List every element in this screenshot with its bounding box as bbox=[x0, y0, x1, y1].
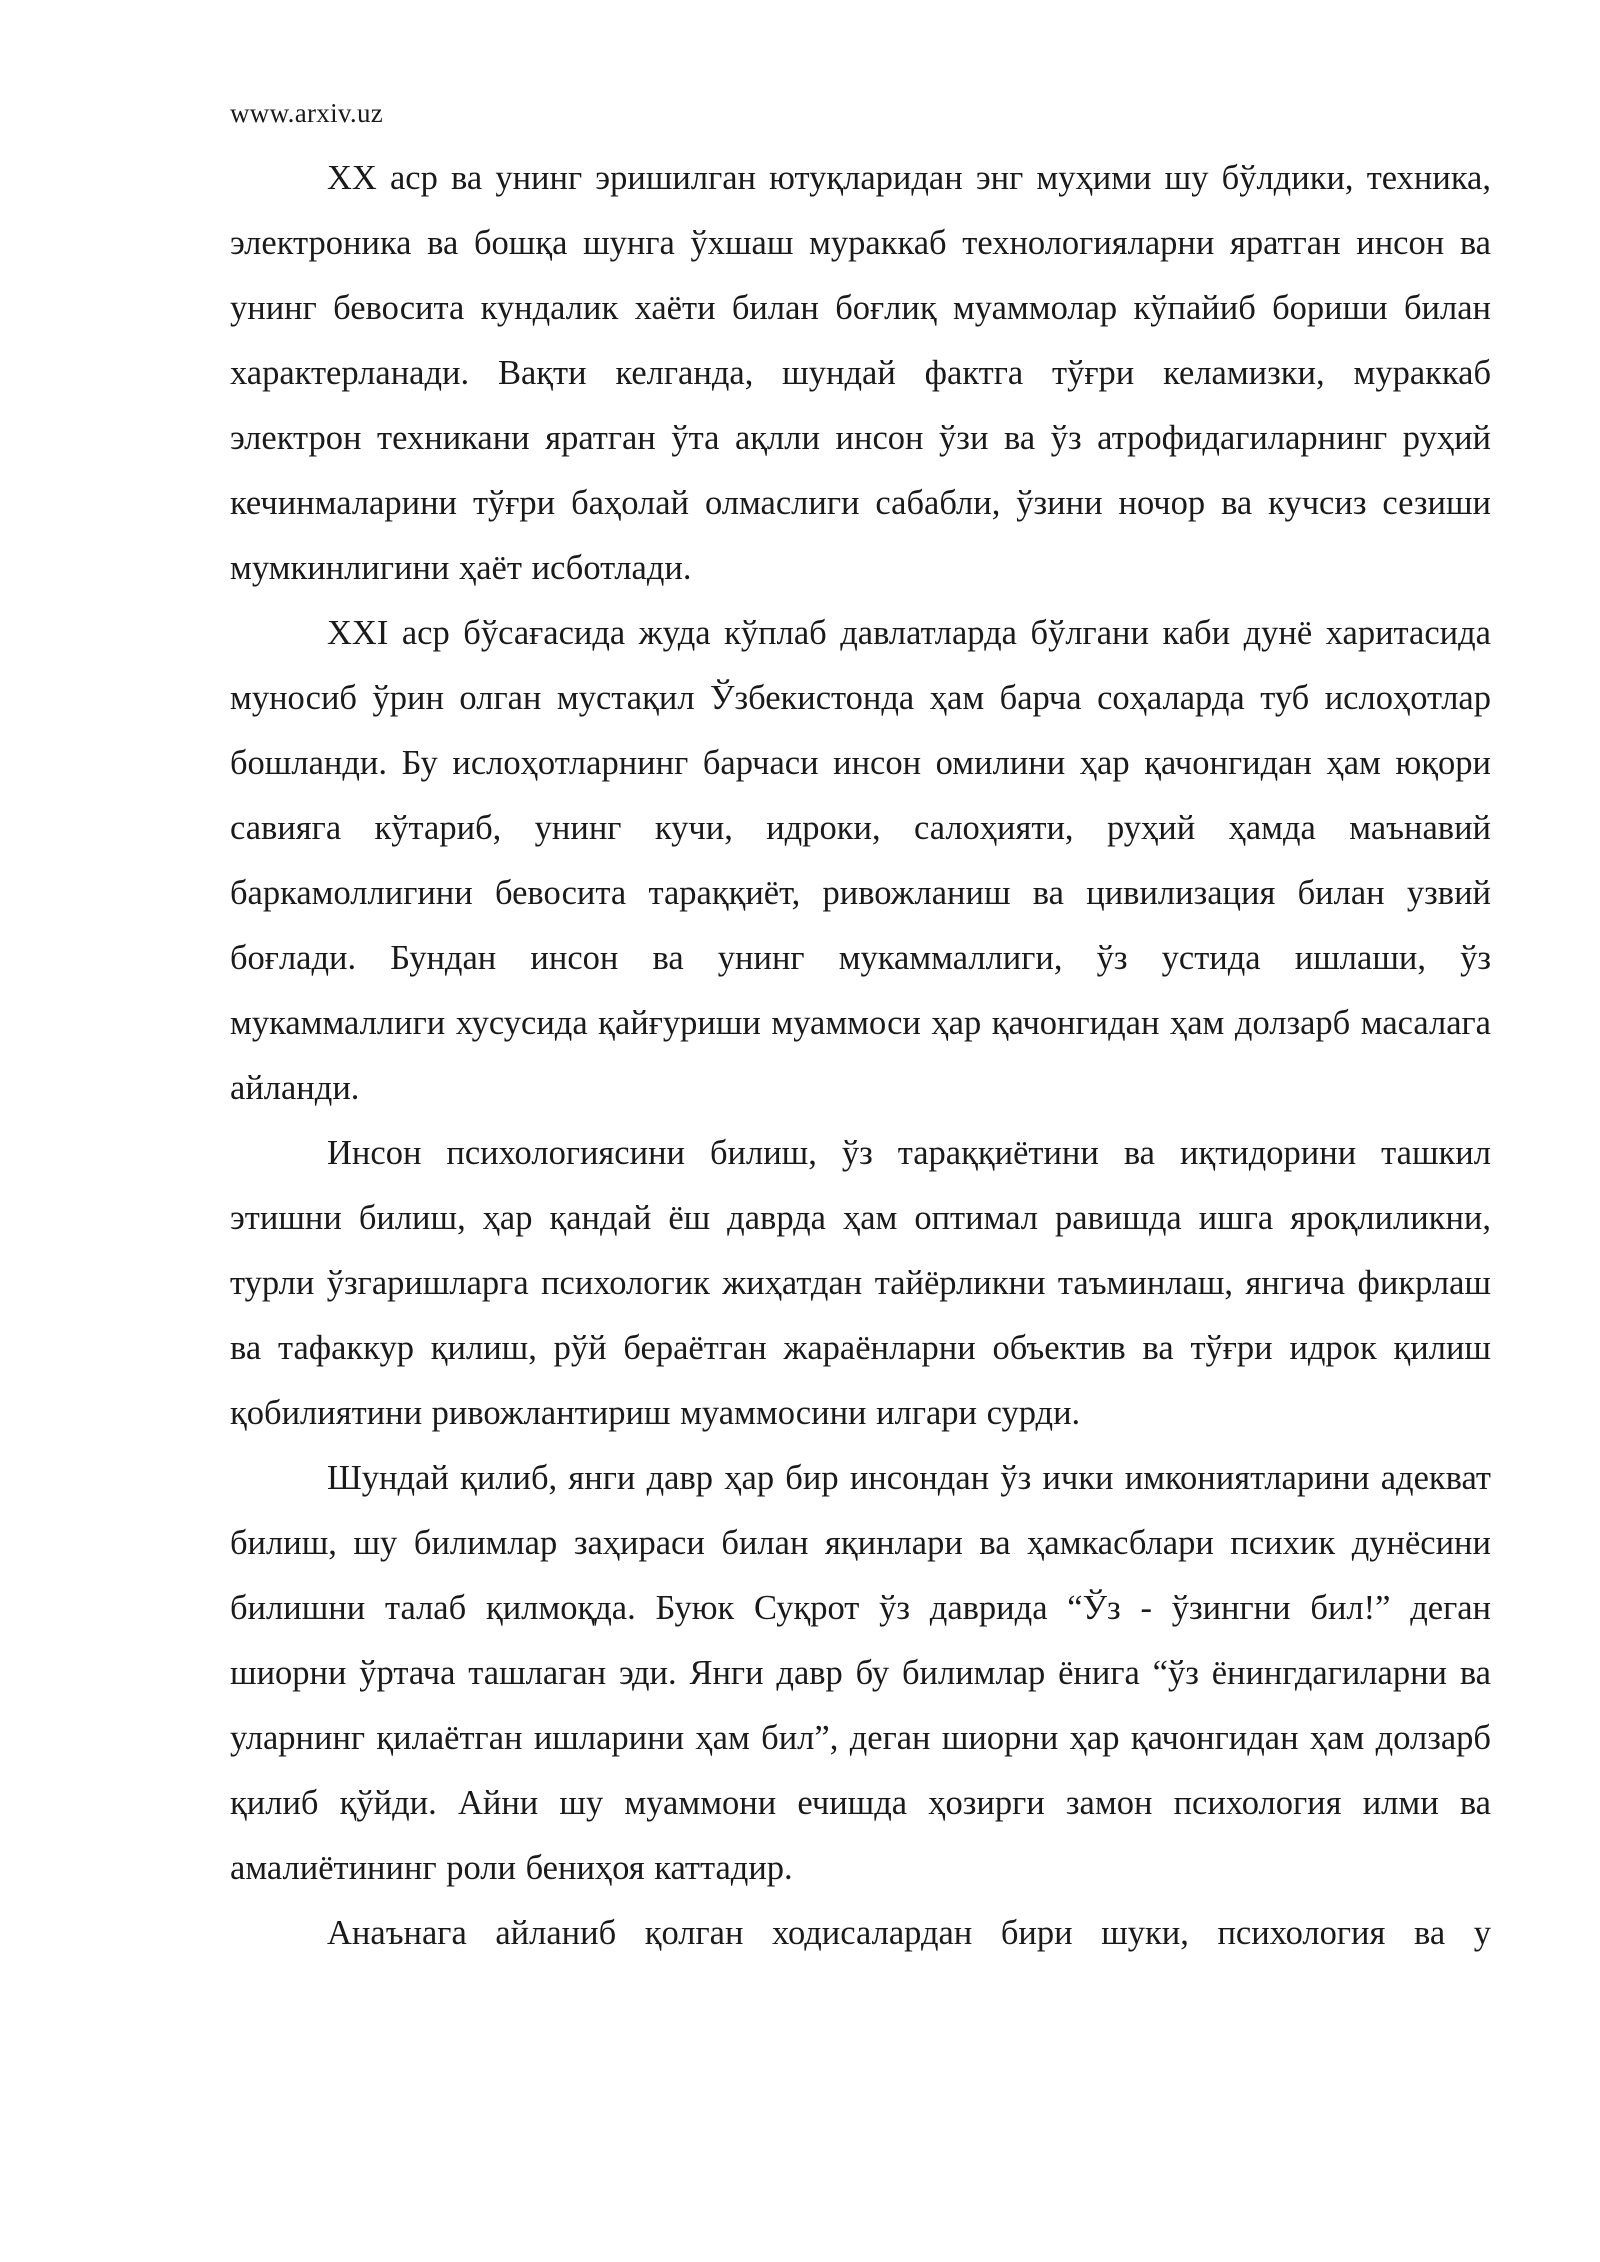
paragraph-3: Инсон психологиясини билиш, ўз тараққиётини ва иқтидорини ташкил этишни билиш, ҳар қандай ёш даврда ҳам оптимал равишда ишга яроқлиликни, турли ўзгаришларга психологик жиҳатдан тайёрликни таъминлаш, янгича фикрлаш ва тафаккур қилиш, рўй бераётган жараёнларни объектив ва тўғри идрок қилиш қобилиятини ривожлантириш муаммосини илгари сурди. bbox=[230, 1134, 1491, 1432]
paragraph-5: Анаънага айланиб қолган ходисалардан бири шуки, психология ва у bbox=[327, 1914, 1491, 1952]
header-url: www.arxiv.uz bbox=[230, 98, 384, 128]
paragraph-4: Шундай қилиб, янги давр ҳар бир инсондан ўз ички имкониятларини адекват билиш, шу билимлар заҳираси билан яқинлари ва ҳамкасблари психик дунёсини билишни талаб қилмоқда. Буюк Суқрот ўз даврида “Ўз - ўзингни бил!” деган шиорни ўртача ташлаган эди. Янги давр бу билимлар ёнига “ўз ёнингдагиларни ва уларнинг қилаётган ишларини ҳам бил”, деган шиорни ҳар қачонгидан ҳам долзарб қилиб қўйди. Айни шу муаммони ечишда ҳозирги замон психология илми ва амалиётининг роли бениҳоя каттадир. bbox=[230, 1459, 1491, 1887]
document-body bbox=[230, 146, 1491, 1966]
paragraph-2: XXI аср бўсағасида жуда кўплаб давлатларда бўлгани каби дунё харитасида муносиб ўрин олган мустақил Ўзбекистонда ҳам барча соҳаларда туб ислоҳотлар бошланди. Бу ислоҳотларнинг барчаси инсон омилини ҳар қачонгидан ҳам юқори савияга кўтариб, унинг кучи, идроки, салоҳияти, руҳий ҳамда маънавий баркамоллигини бевосита тараққиёт, ривожланиш ва цивилизация билан узвий боғлади. Бундан инсон ва унинг мукаммаллиги, ўз устида ишлаши, ўз мукаммаллиги хусусида қайғуриши муаммоси ҳар қачонгидан ҳам долзарб масалага айланди. bbox=[230, 614, 1491, 1107]
paragraph-1: XX аср ва унинг эришилган ютуқларидан энг муҳими шу бўлдики, техника, электроника ва бошқа шунга ўхшаш мураккаб технологияларни яратган инсон ва унинг бевосита кундалик хаёти билан боғлиқ муаммолар кўпайиб бориши билан характерланади. Вақти келганда, шундай фактга тўғри келамизки, мураккаб электрон техникани яратган ўта ақлли инсон ўзи ва ўз атрофидагиларнинг руҳий кечинмаларини тўғри баҳолай олмаслиги сабабли, ўзини ночор ва кучсиз сезиши мумкинлигини ҳаёт исботлади. bbox=[230, 159, 1491, 587]
